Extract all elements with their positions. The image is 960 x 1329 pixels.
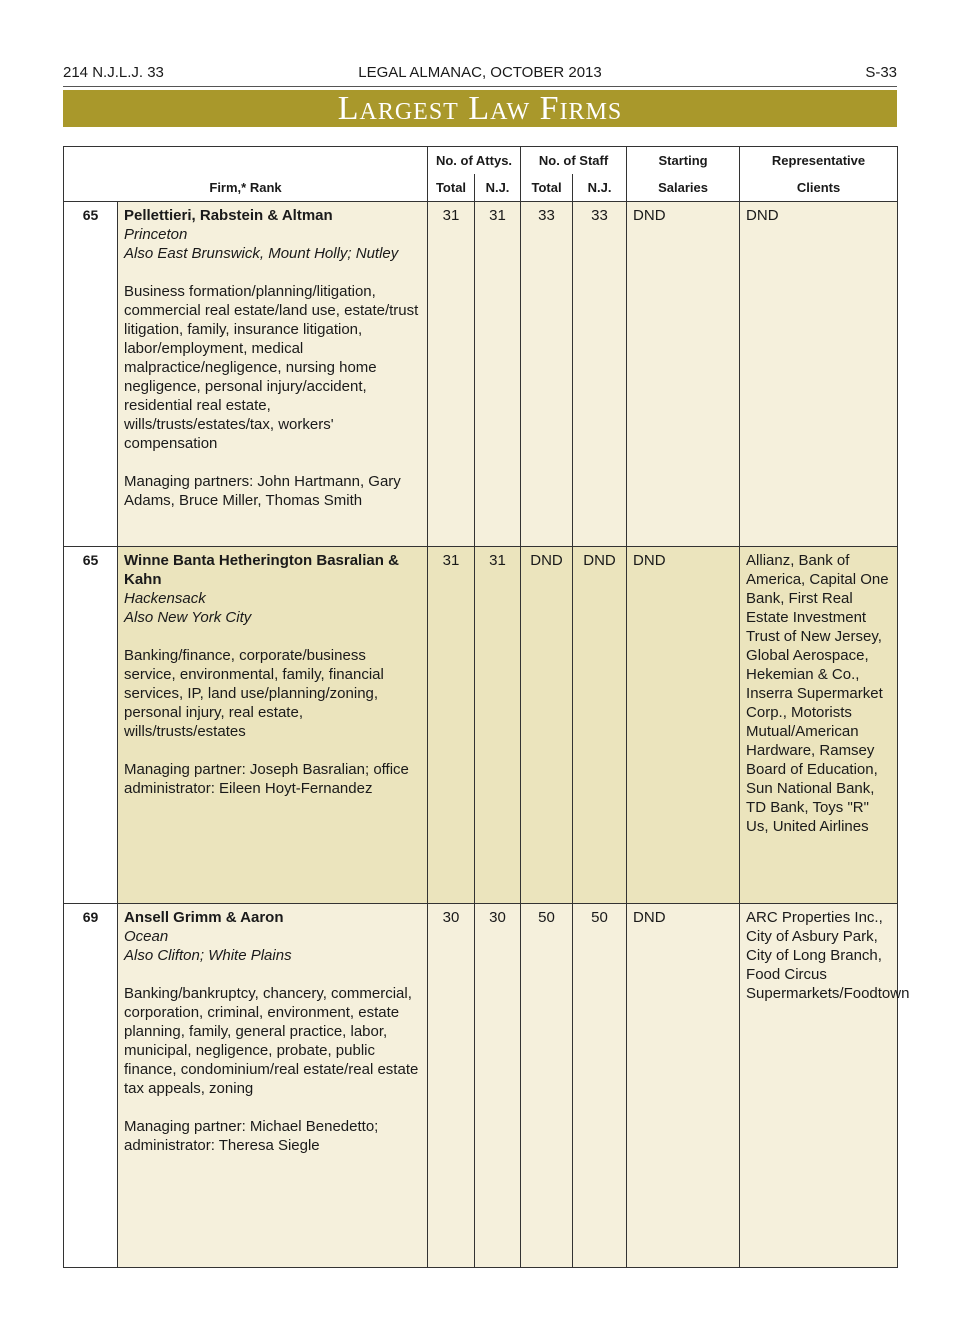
journal-citation: 214 N.J.L.J. 33 bbox=[63, 64, 164, 81]
table-row bbox=[64, 547, 898, 904]
starting-header: Starting bbox=[627, 147, 740, 175]
staff-total-header: Total bbox=[521, 174, 573, 202]
table-row bbox=[64, 202, 898, 547]
attys-nj: 30 bbox=[475, 904, 521, 1268]
rank-cell: 69 bbox=[64, 904, 118, 1268]
starting-salaries: DND bbox=[627, 202, 740, 547]
firm-city: Princeton bbox=[124, 226, 188, 243]
attys-nj-header: N.J. bbox=[475, 174, 521, 202]
attys-nj: 31 bbox=[475, 202, 521, 547]
firm-city: Ocean bbox=[124, 928, 169, 945]
representative-clients: DND bbox=[740, 202, 898, 547]
salaries-header: Salaries bbox=[627, 174, 740, 202]
starting-salaries: DND bbox=[627, 904, 740, 1268]
attys-group-header: No. of Attys. bbox=[428, 147, 521, 175]
firm-name: Ansell Grimm & Aaron bbox=[124, 909, 284, 926]
representative-clients: Allianz, Bank of America, Capital One Bank, First Real Estate Investment Trust of New Jersey, Global Aerospace, Hekemian & Co., Inserra Supermarket Corp., Motorists Mutual/American Hardware, Ramsey Board of Education, Sun National Bank, TD Bank, Toys "R" Us, United Airlines bbox=[740, 547, 898, 904]
managing-partners: Managing partners: John Hartmann, Gary Adams, Bruce Miller, Thomas Smith bbox=[124, 473, 401, 509]
firm-other-offices: Also East Brunswick, Mount Holly; Nutley bbox=[124, 245, 399, 262]
staff-group-header: No. of Staff bbox=[521, 147, 627, 175]
representative-header: Representative bbox=[740, 147, 898, 175]
practice-areas: Business formation/planning/litigation, commercial real estate/land use, estate/trust litigation, family, insurance litigation, labor/employment, medical malpractice/negligence, nursing home negligence, personal injury/accident, residential real estate, wills/trusts/estates/tax, workers' compensation bbox=[124, 283, 419, 452]
firm-cell bbox=[118, 904, 428, 1268]
practice-areas: Banking/finance, corporate/business service, environmental, family, financial services, IP, land use/planning/zoning, personal injury, real estate, wills/trusts/estates bbox=[124, 647, 384, 740]
staff-total: DND bbox=[521, 547, 573, 904]
firm-other-offices: Also Clifton; White Plains bbox=[124, 947, 292, 964]
section-banner: Largest Law Firms bbox=[63, 90, 897, 127]
firm-name: Pellettieri, Rabstein & Altman bbox=[124, 207, 333, 224]
firm-rank-header: Firm,* Rank bbox=[64, 174, 428, 202]
practice-areas: Banking/bankruptcy, chancery, commercial, corporation, criminal, environment, estate planning, family, general practice, labor, municipal, negligence, probate, public finance, condominium/real estate/real estate tax appeals, zoning bbox=[124, 985, 419, 1097]
publication-title: LEGAL ALMANAC, OCTOBER 2013 bbox=[358, 64, 602, 81]
attys-total: 31 bbox=[428, 202, 475, 547]
staff-total: 50 bbox=[521, 904, 573, 1268]
rank-cell: 65 bbox=[64, 202, 118, 547]
attys-total: 31 bbox=[428, 547, 475, 904]
table-row bbox=[64, 904, 898, 1268]
rank-cell: 65 bbox=[64, 547, 118, 904]
managing-partners: Managing partner: Michael Benedetto; administrator: Theresa Siegle bbox=[124, 1118, 379, 1154]
firm-header-spacer bbox=[64, 147, 428, 175]
attys-total-header: Total bbox=[428, 174, 475, 202]
staff-nj: DND bbox=[573, 547, 627, 904]
law-firms-table bbox=[63, 146, 910, 1268]
firm-other-offices: Also New York City bbox=[124, 609, 252, 626]
clients-header: Clients bbox=[740, 174, 898, 202]
managing-partners: Managing partner: Joseph Basralian; office administrator: Eileen Hoyt-Fernandez bbox=[124, 761, 409, 797]
firm-name: Winne Banta Hetherington Basralian & Kahn bbox=[124, 552, 399, 588]
representative-clients: ARC Properties Inc., City of Asbury Park, City of Long Branch, Food Circus Supermarkets/Foodtown bbox=[740, 904, 898, 1268]
page-number: S-33 bbox=[865, 64, 897, 81]
firm-cell bbox=[118, 202, 428, 547]
starting-salaries: DND bbox=[627, 547, 740, 904]
staff-nj-header: N.J. bbox=[573, 174, 627, 202]
firm-city: Hackensack bbox=[124, 590, 206, 607]
firm-cell bbox=[118, 547, 428, 904]
staff-nj: 50 bbox=[573, 904, 627, 1268]
staff-nj: 33 bbox=[573, 202, 627, 547]
running-head bbox=[63, 62, 897, 87]
attys-total: 30 bbox=[428, 904, 475, 1268]
attys-nj: 31 bbox=[475, 547, 521, 904]
staff-total: 33 bbox=[521, 202, 573, 547]
